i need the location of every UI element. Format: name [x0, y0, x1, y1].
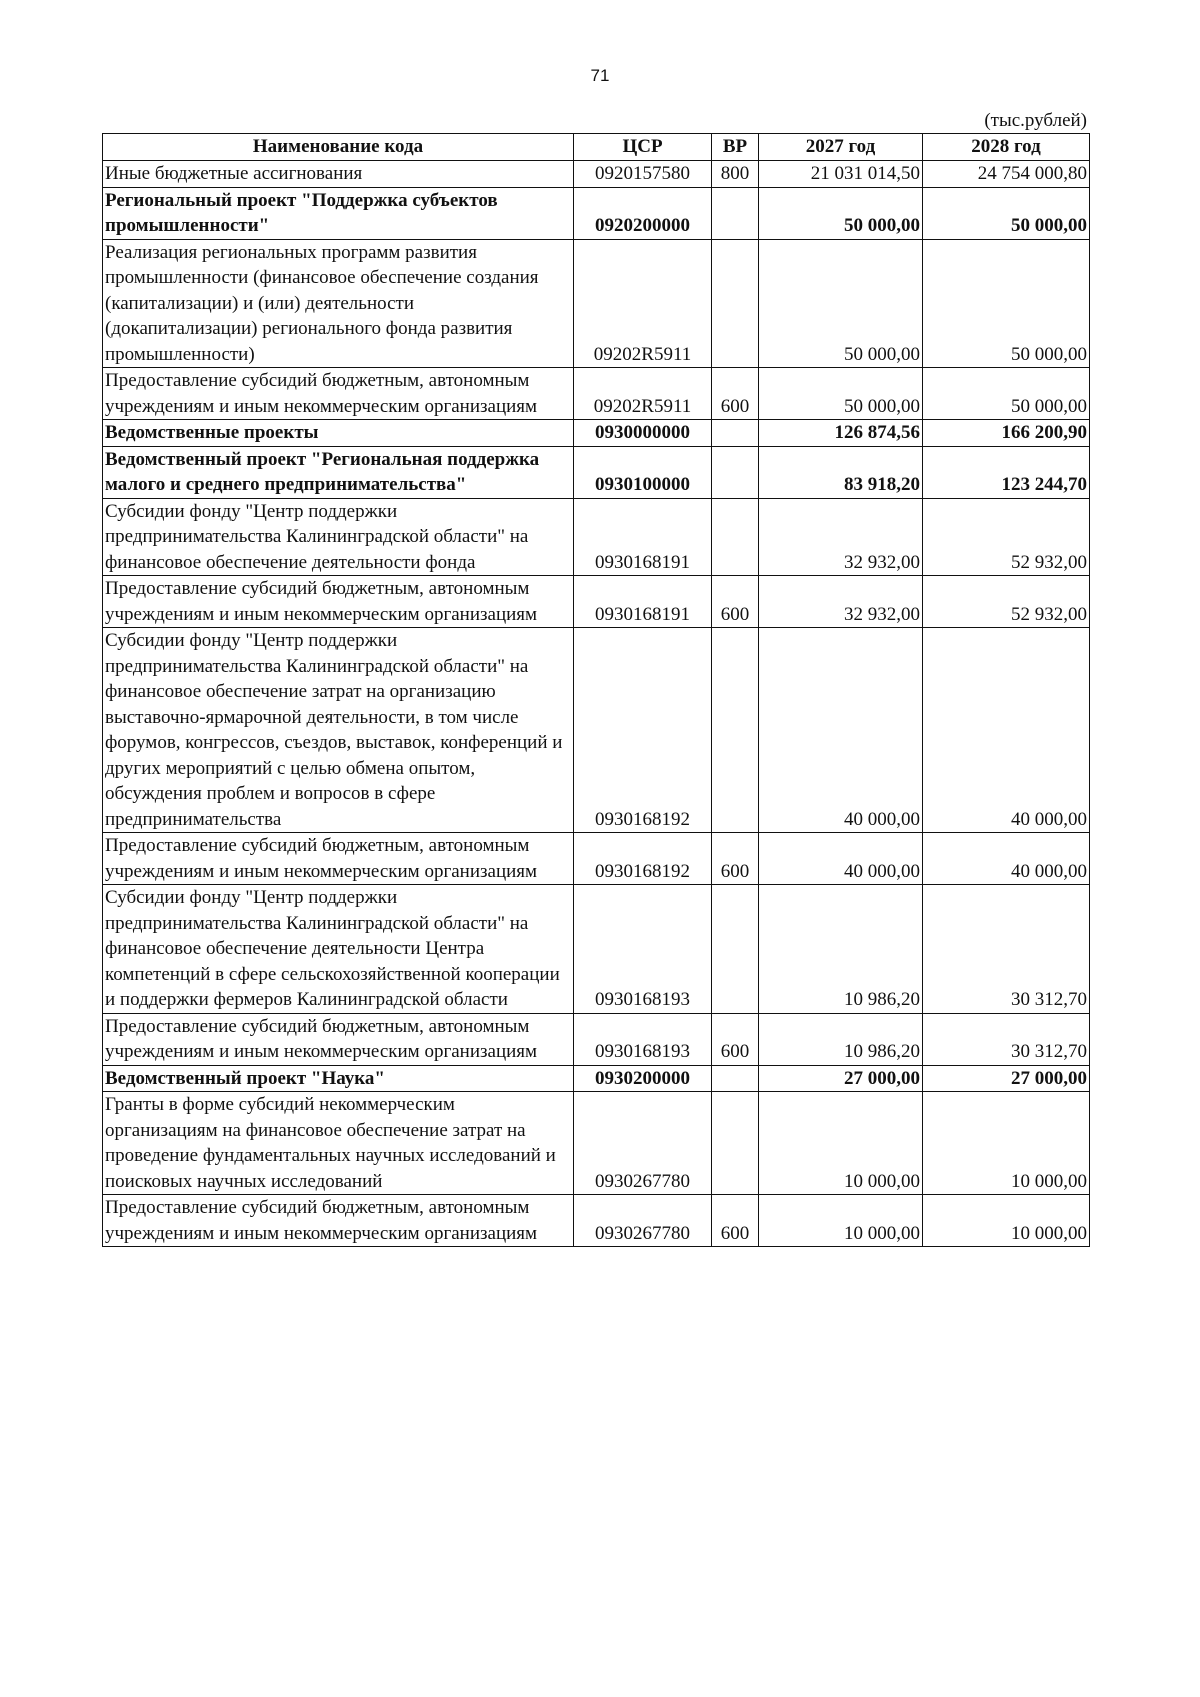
table-row	[103, 576, 1090, 628]
table-row	[103, 1195, 1090, 1247]
cell-csr: 0920200000	[574, 187, 712, 239]
column-header-2028: 2028 год	[923, 134, 1090, 161]
cell-2028: 10 000,00	[923, 1092, 1090, 1195]
cell-2027: 21 031 014,50	[759, 161, 923, 188]
table-row	[103, 161, 1090, 188]
cell-name: Предоставление субсидий бюджетным, автономным учреждениям и иным некоммерческим организациям	[103, 576, 574, 628]
cell-2028: 50 000,00	[923, 187, 1090, 239]
cell-csr: 0930168192	[574, 833, 712, 885]
table-row	[103, 1065, 1090, 1092]
cell-name: Гранты в форме субсидий некоммерческим организациям на финансовое обеспечение затрат на проведение фундаментальных научных исследований и поисковых научных исследований	[103, 1092, 574, 1195]
cell-name: Ведомственные проекты	[103, 420, 574, 447]
cell-vr	[712, 239, 759, 368]
page-number: 71	[590, 66, 610, 85]
cell-name: Предоставление субсидий бюджетным, автономным учреждениям и иным некоммерческим организациям	[103, 368, 574, 420]
table-row	[103, 239, 1090, 368]
table-row	[103, 885, 1090, 1014]
cell-2028: 40 000,00	[923, 628, 1090, 833]
cell-name: Предоставление субсидий бюджетным, автономным учреждениям и иным некоммерческим организациям	[103, 1195, 574, 1247]
cell-vr	[712, 1065, 759, 1092]
cell-2027: 32 932,00	[759, 576, 923, 628]
cell-vr	[712, 498, 759, 576]
table-row	[103, 420, 1090, 447]
cell-vr: 600	[712, 1195, 759, 1247]
cell-csr: 0930000000	[574, 420, 712, 447]
cell-vr: 600	[712, 833, 759, 885]
table-row	[103, 1013, 1090, 1065]
cell-2027: 10 000,00	[759, 1195, 923, 1247]
cell-vr	[712, 187, 759, 239]
cell-csr: 0930168192	[574, 628, 712, 833]
cell-vr	[712, 628, 759, 833]
cell-2027: 10 986,20	[759, 885, 923, 1014]
table-row	[103, 187, 1090, 239]
header-row	[103, 134, 1090, 161]
cell-name: Ведомственный проект "Региональная поддержка малого и среднего предпринимательства"	[103, 446, 574, 498]
cell-vr	[712, 420, 759, 447]
column-header-name: Наименование кода	[103, 134, 574, 161]
cell-2027: 40 000,00	[759, 833, 923, 885]
cell-vr: 600	[712, 576, 759, 628]
cell-csr: 0930267780	[574, 1195, 712, 1247]
cell-csr: 0930267780	[574, 1092, 712, 1195]
cell-2027: 10 000,00	[759, 1092, 923, 1195]
cell-name: Региональный проект "Поддержка субъектов промышленности"	[103, 187, 574, 239]
cell-2028: 50 000,00	[923, 368, 1090, 420]
table-row	[103, 368, 1090, 420]
cell-csr: 0930168191	[574, 576, 712, 628]
column-header-2027: 2027 год	[759, 134, 923, 161]
cell-name: Субсидии фонду "Центр поддержки предпринимательства Калининградской области" на финансовое обеспечение деятельности Центра компетенций в сфере сельскохозяйственной кооперации и поддержки фермеров Калининградской области	[103, 885, 574, 1014]
cell-2028: 52 932,00	[923, 498, 1090, 576]
table-row	[103, 498, 1090, 576]
cell-vr	[712, 446, 759, 498]
cell-name: Ведомственный проект "Наука"	[103, 1065, 574, 1092]
cell-2027: 32 932,00	[759, 498, 923, 576]
cell-name: Реализация региональных программ развития промышленности (финансовое обеспечение создания (капитализации) и (или) деятельности (докапитализации) регионального фонда развития промышленности)	[103, 239, 574, 368]
table-row	[103, 1092, 1090, 1195]
cell-2027: 83 918,20	[759, 446, 923, 498]
cell-2028: 52 932,00	[923, 576, 1090, 628]
cell-2028: 123 244,70	[923, 446, 1090, 498]
cell-csr: 0930168191	[574, 498, 712, 576]
cell-csr: 09202R5911	[574, 368, 712, 420]
cell-2028: 10 000,00	[923, 1195, 1090, 1247]
cell-vr: 600	[712, 1013, 759, 1065]
cell-name: Субсидии фонду "Центр поддержки предпринимательства Калининградской области" на финансовое обеспечение деятельности фонда	[103, 498, 574, 576]
cell-csr: 0930100000	[574, 446, 712, 498]
cell-2027: 126 874,56	[759, 420, 923, 447]
cell-2027: 50 000,00	[759, 187, 923, 239]
cell-vr: 800	[712, 161, 759, 188]
cell-2028: 30 312,70	[923, 885, 1090, 1014]
cell-name: Иные бюджетные ассигнования	[103, 161, 574, 188]
table-body	[103, 161, 1090, 1247]
cell-2027: 27 000,00	[759, 1065, 923, 1092]
column-header-csr: ЦСР	[574, 134, 712, 161]
table-row	[103, 628, 1090, 833]
budget-table	[102, 133, 1090, 1247]
units-label: (тыс.рублей)	[984, 110, 1087, 131]
cell-2028: 30 312,70	[923, 1013, 1090, 1065]
cell-name: Предоставление субсидий бюджетным, автономным учреждениям и иным некоммерческим организациям	[103, 833, 574, 885]
cell-2027: 50 000,00	[759, 368, 923, 420]
cell-csr: 09202R5911	[574, 239, 712, 368]
cell-vr	[712, 885, 759, 1014]
column-header-vr: ВР	[712, 134, 759, 161]
cell-csr: 0920157580	[574, 161, 712, 188]
cell-2027: 50 000,00	[759, 239, 923, 368]
table-row	[103, 446, 1090, 498]
cell-csr: 0930200000	[574, 1065, 712, 1092]
table-row	[103, 833, 1090, 885]
cell-2028: 50 000,00	[923, 239, 1090, 368]
cell-name: Предоставление субсидий бюджетным, автономным учреждениям и иным некоммерческим организациям	[103, 1013, 574, 1065]
cell-2027: 40 000,00	[759, 628, 923, 833]
cell-csr: 0930168193	[574, 1013, 712, 1065]
cell-vr	[712, 1092, 759, 1195]
cell-vr: 600	[712, 368, 759, 420]
cell-2028: 24 754 000,80	[923, 161, 1090, 188]
cell-2028: 40 000,00	[923, 833, 1090, 885]
cell-2027: 10 986,20	[759, 1013, 923, 1065]
cell-2028: 27 000,00	[923, 1065, 1090, 1092]
cell-2028: 166 200,90	[923, 420, 1090, 447]
cell-csr: 0930168193	[574, 885, 712, 1014]
cell-name: Субсидии фонду "Центр поддержки предпринимательства Калининградской области" на финансовое обеспечение затрат на организацию выставочно-ярмарочной деятельности, в том числе форумов, конгрессов, съездов, выставок, конференций и других мероприятий с целью обмена опытом, обсуждения проблем и вопросов в сфере предпринимательства	[103, 628, 574, 833]
